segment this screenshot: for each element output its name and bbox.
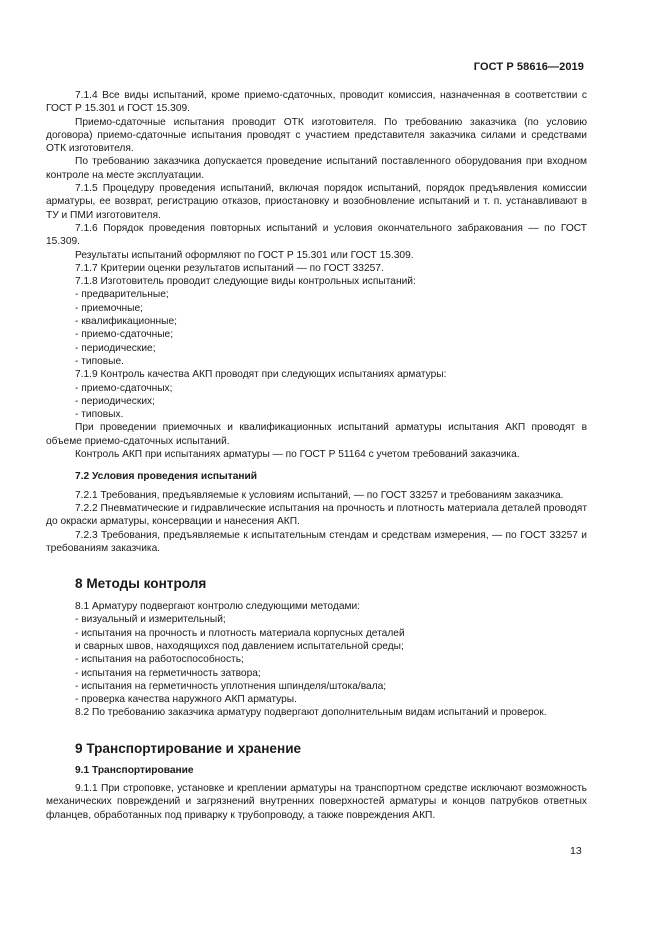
paragraph: Контроль АКП при испытаниях арматуры — по ГОСТ Р 51164 с учетом требований заказчика. <box>75 449 520 461</box>
paragraph: 7.1.4 Все виды испытаний, кроме приемо-сдаточных, проводит комиссия, назначенная в соответствии с ГОСТ Р 15.301 и ГОСТ 15.309. <box>46 90 587 115</box>
list-item: - периодические; <box>75 342 156 354</box>
paragraph: Приемо-сдаточные испытания проводит ОТК изготовителя. По требованию заказчика (по условию договора) приемо-сдаточные испытания проводят с участием представителя заказчика силами и средствами ОТК изготовителя. <box>46 116 587 155</box>
paragraph: По требованию заказчика допускается проведение испытаний поставленного оборудования при входном контроле на месте эксплуатации. <box>46 156 587 181</box>
paragraph: 7.2.2 Пневматические и гидравлические испытания на прочность и плотность материала деталей проводят до окраски арматуры, консервации и нанесения АКП. <box>46 502 587 528</box>
list-item: - типовые. <box>75 355 124 367</box>
paragraph: 7.2.1 Требования, предъявляемые к условиям испытаний, — по ГОСТ 33257 и требованиям заказчика. <box>75 489 564 501</box>
paragraph: 8.2 По требованию заказчика арматуру подвергают дополнительным видам испытаний и проверок. <box>75 707 547 719</box>
paragraph: 7.1.7 Критерии оценки результатов испытаний — по ГОСТ 33257. <box>75 262 384 274</box>
subsection-heading: 9.1 Транспортирование <box>75 764 194 776</box>
list-item: - испытания на герметичность уплотнения шпинделя/штока/вала; <box>75 680 387 692</box>
paragraph: 7.2.3 Требования, предъявляемые к испытательным стендам и средствам измерения, — по ГОСТ 33257 и требованиям заказчика. <box>46 529 587 554</box>
list-item: - типовых. <box>75 409 124 421</box>
paragraph: Результаты испытаний оформляют по ГОСТ Р 15.301 или ГОСТ 15.309. <box>75 249 414 261</box>
list-item: - проверка качества наружного АКП арматуры. <box>75 694 297 706</box>
section-heading: 9 Транспортирование и хранение <box>75 740 302 756</box>
list-item: - предварительные; <box>75 289 169 301</box>
paragraph: 7.1.9 Контроль качества АКП проводят при следующих испытаниях арматуры: <box>75 369 447 381</box>
section-heading: 8 Методы контроля <box>75 576 207 592</box>
list-item: - испытания на работоспособность; <box>75 654 244 666</box>
document-body <box>46 89 587 822</box>
list-item: - приемо-сдаточных; <box>75 382 173 394</box>
list-item: - испытания на прочность и плотность материала корпусных деталей <box>75 627 405 639</box>
paragraph: 8.1 Арматуру подвергают контролю следующими методами: <box>75 601 361 613</box>
paragraph: 7.1.5 Процедуру проведения испытаний, включая порядок испытаний, порядок предъявления комиссии арматуры, ее возврат, регистрацию отказов, приостановку и возобновление испытаний и т. п. устанавливают в ТУ и ПМИ изготовителя. <box>46 183 587 221</box>
list-item: - квалификационные; <box>75 316 177 328</box>
list-item: - периодических; <box>75 395 155 407</box>
subsection-heading: 7.2 Условия проведения испытаний <box>75 471 258 483</box>
list-item: и сварных швов, находящихся под давлением испытательной среды; <box>75 640 404 652</box>
paragraph: 7.1.8 Изготовитель проводит следующие виды контрольных испытаний: <box>75 276 416 288</box>
list-item: - испытания на герметичность затвора; <box>75 667 261 679</box>
document-code-header: ГОСТ Р 58616—2019 <box>473 61 584 73</box>
list-item: - приемочные; <box>75 302 143 314</box>
page-number: 13 <box>570 845 582 857</box>
paragraph: При проведении приемочных и квалификационных испытаний арматуры испытания АКП проводят в объеме приемо-сдаточных испытаний. <box>46 422 587 447</box>
list-item: - приемо-сдаточные; <box>75 329 174 341</box>
paragraph: 7.1.6 Порядок проведения повторных испытаний и условия окончательного забракования — по ГОСТ 15.309. <box>46 222 587 248</box>
paragraph: 9.1.1 При строповке, установке и креплении арматуры на транспортном средстве исключают возможность механических повреждений и загрязнений внутренних поверхностей арматуры и концов патрубков ответных фланцев, обработанных под приварку к трубопроводу, а также повреждения АКП. <box>46 783 587 821</box>
list-item: - визуальный и измерительный; <box>75 614 226 626</box>
